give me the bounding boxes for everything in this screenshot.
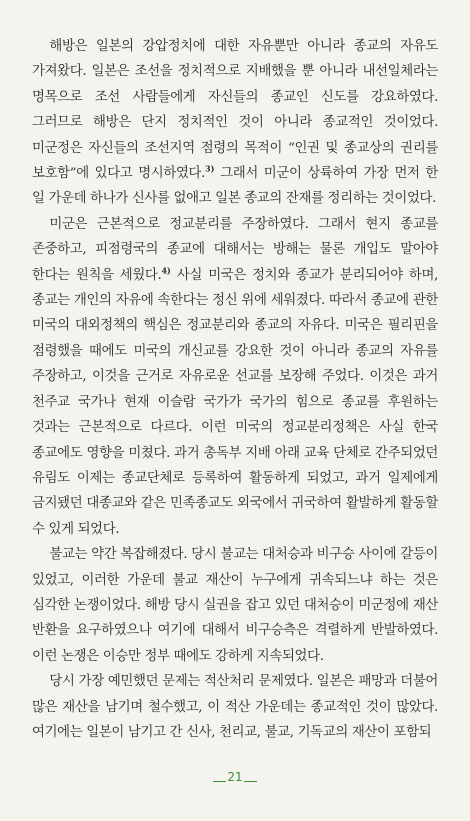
paragraph-text: 해방은 일본의 강압정치에 대한 자유뿐만 아니라 종교의 자유도 가져왔다. 일본은 조선을 정치적으로 지배했을 뿐 아니라 내선일체라는 명목으로 조선 사람들에게 자신들의 종교인 신도를 강요하였다. 그러므로 해방은 단지 정치적인 것이 아니라 종교적인 것이었다. 미군정은 자신들의 조선지역 점령의 목적이 “인권 및 종교상의 권리를 보호함”에 있다고 명시하였다. <box>32 39 438 182</box>
footnote-ref-3[interactable]: 3) <box>205 163 215 174</box>
paragraph-text: 불교는 약간 복잡해졌다. 당시 불교는 대처승과 비구승 사이에 갈등이 있었고, 이러한 가운데 불교 재산이 누구에게 귀속되느냐 하는 것은 심각한 논쟁이었다. 해방 당시 실권을 잡고 있던 대처승이 미군정에 재산 반환을 요구하였으나 여기에 대해서 비구승측은 격렬하게 반발하였다. 이런 논쟁은 이승만 정부 때에도 강하게 지속되었다. <box>32 547 438 664</box>
paragraph-text: 미군은 근본적으로 정교분리를 주장하였다. 그래서 현지 종교를 존중하고, 피점령국의 종교에 대해서는 방해는 물론 개입도 말아야 한다는 원칙을 세웠다. <box>32 216 438 283</box>
paragraph-enemy-property <box>32 669 438 745</box>
paragraph-liberation <box>32 34 438 212</box>
paragraph-buddhism <box>32 542 438 669</box>
page-number <box>0 770 470 784</box>
page-number-right-rule <box>244 781 257 782</box>
paragraph-separation-of-church-and-state <box>32 212 438 542</box>
paragraph-text: 당시 가장 예민했던 문제는 적산처리 문제였다. 일본은 패망과 더불어 많은 재산을 남기며 철수했고, 이 적산 가운데는 종교적인 것이 많았다. 여기에는 일본이 남기고 간 신사, 천리교, 불교, 기독교의 재산이 포함되 <box>32 674 438 740</box>
paragraph-text: 사실 미국은 정치와 종교가 분리되어야 하며, 종교는 개인의 자유에 속한다는 정신 위에 세워졌다. 따라서 종교에 관한 미국의 대외정책의 핵심은 정교분리와 종교의 자유다. 미국은 필리핀을 점령했을 때에도 미국의 개신교를 강요한 것이 아니라 종교의 자유를 주장하고, 이것을 근거로 자유로운 선교를 보장해 주었다. 이것은 과거 천주교 국가나 현재 이슬람 국가가 국가의 힘으로 종교를 후원하는 것과는 근본적으로 다르다. 이런 미국의 정교분리정책은 사실 한국 종교에도 영향을 미쳤다. 과거 총독부 지배 아래 교육 단체로 간주되었던 유림도 이제는 종교단체로 등록하여 활동하게 되었고, 과거 일제에게 금지됐던 대종교와 같은 민족종교도 외국에서 귀국하여 활발하게 활동할 수 있게 되었다. <box>32 267 438 537</box>
paragraph-text: 그래서 미군이 상륙하여 가장 먼저 한 일 가운데 하나가 신사를 없애고 일본 종교의 잔재를 정리하는 것이었다. <box>32 166 439 207</box>
footnote-ref-4[interactable]: 4) <box>161 265 171 276</box>
page-number-left-rule <box>213 781 226 782</box>
page-number-value: 21 <box>227 770 243 784</box>
